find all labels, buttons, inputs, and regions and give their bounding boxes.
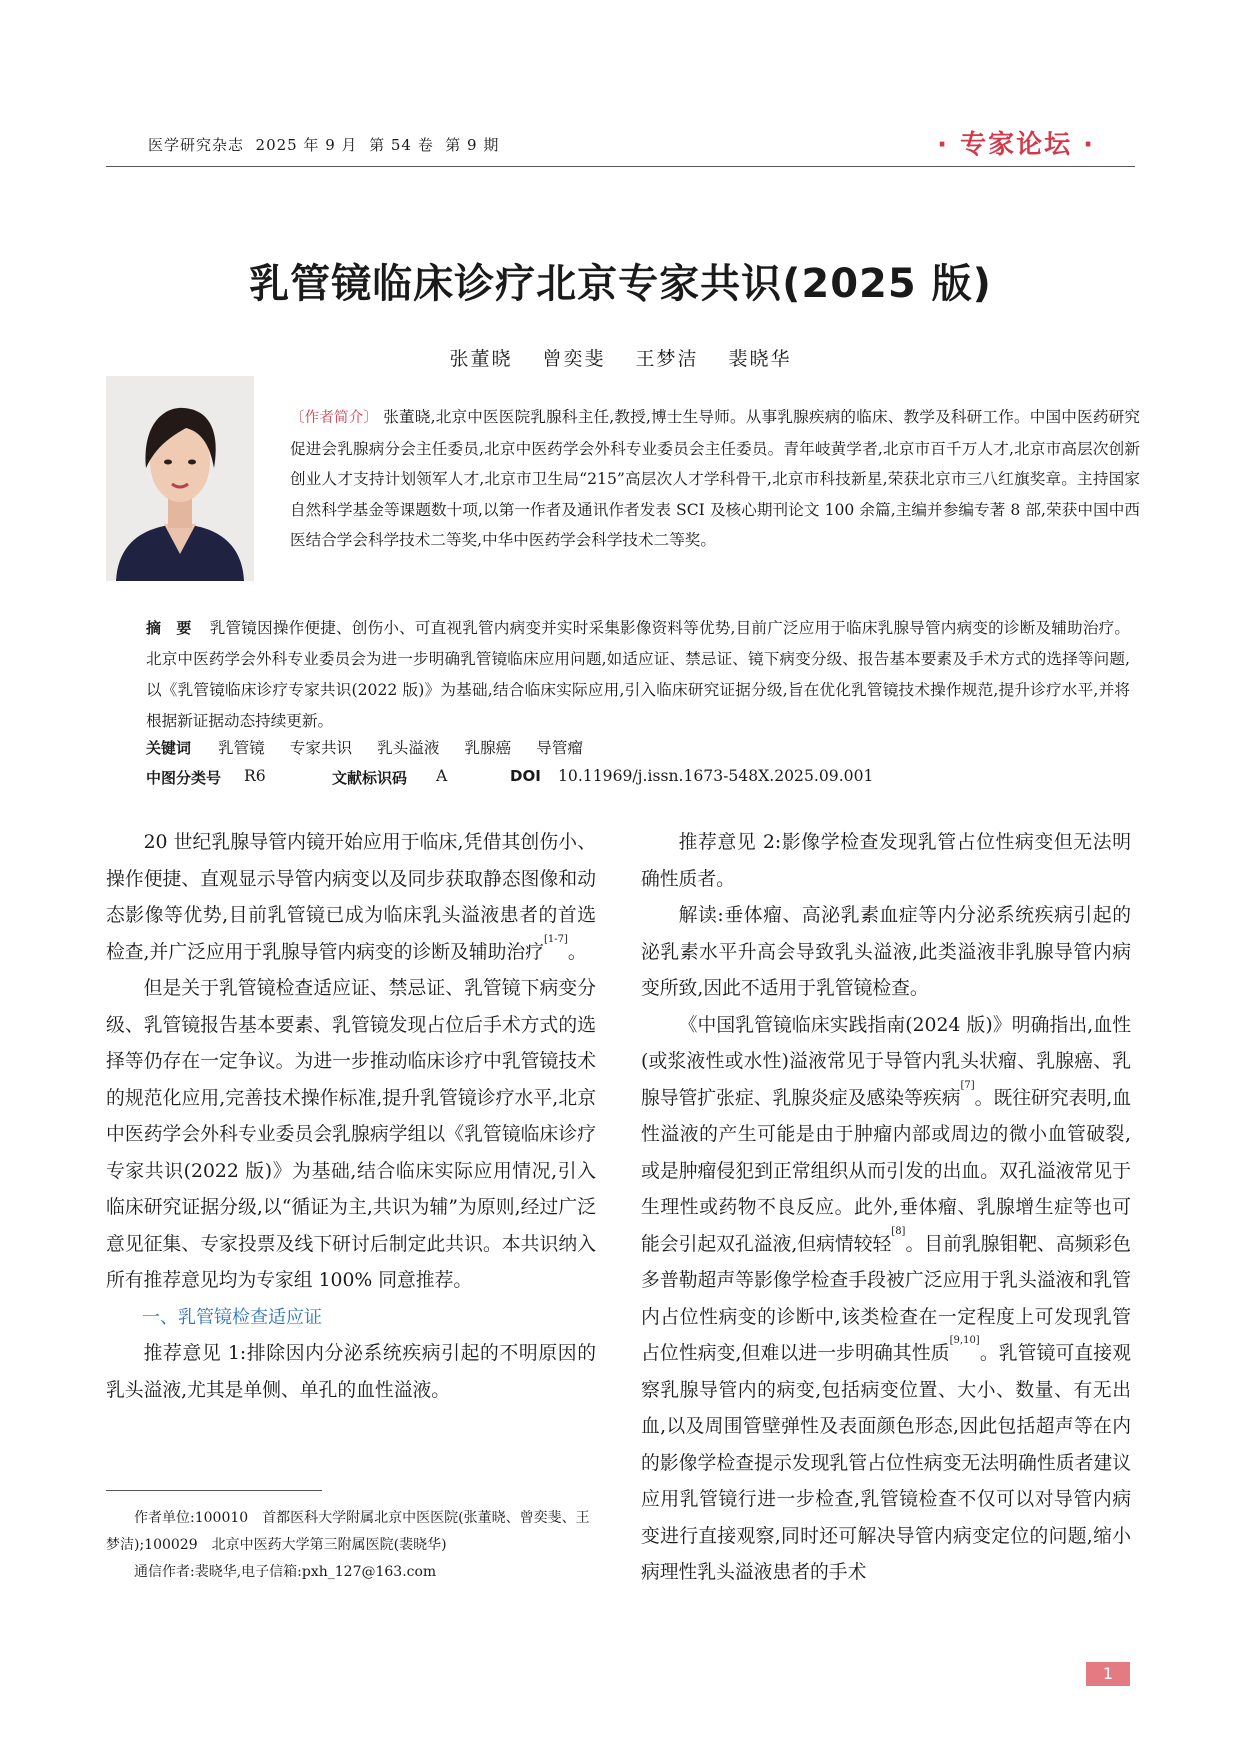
bio-label: 〔作者简介〕 (290, 410, 379, 426)
keywords-label: 关键词 (146, 739, 192, 757)
keyword-item: 专家共识 (289, 739, 353, 757)
header-rule (106, 166, 1135, 167)
paragraph: 《中国乳管镜临床实践指南(2024 版)》明确指出,血性(或浆液性或水性)溢液常见于导管内乳头状瘤、乳腺癌、乳腺导管扩张症、乳腺炎症及感染等疾病[7]。既往研究表明,血性溢液的产生可能是由于肿瘤内部或周边的微小血管破裂,或是肿瘤侵犯到正常组织从而引发的出血。双孔溢液常见于生理性或药物不良反应。此外,垂体瘤、乳腺增生症等也可能会引起双孔溢液,但病情较轻[8]。目前乳腺钼靶、高频彩色多普勒超声等影像学检查手段被广泛应用于乳头溢液和乳管内占位性病变的诊断中,该类检查在一定程度上可发现乳管占位性病变,但难以进一步明确其性质[9,10]。乳管镜可直接观察乳腺导管内的病变,包括病变位置、大小、数量、有无出血,以及周围管壁弹性及表面颜色形态,因此包括超声等在内的影像学检查提示发现乳管占位性病变无法明确性质者建议应用乳管镜行进一步检查,乳管镜检查不仅可以对导管内病变进行直接观察,同时还可解决导管内病变定位的问题,缩小病理性乳头溢液患者的手术 (641, 1014, 1131, 1583)
paragraph: 20 世纪乳腺导管内镜开始应用于临床,凭借其创伤小、操作便捷、直观显示导管内病变以及同步获取静态图像和动态影像等优势,目前乳管镜已成为临床乳头溢液患者的首选检查,并广泛应用于乳腺导管内病变的诊断及辅助治疗[1-7]。 (106, 832, 596, 963)
footnotes (106, 1505, 596, 1586)
citation: [8] (891, 1225, 906, 1237)
section-heading: 一、乳管镜检查适应证 (142, 1306, 322, 1328)
keyword-item: 乳管镜 (217, 739, 265, 757)
doi-label: DOI (510, 767, 541, 785)
keywords (146, 736, 603, 758)
article-title: 乳管镜临床诊疗北京专家共识(2025 版) (249, 261, 992, 307)
author-bio (290, 402, 1140, 556)
affiliation-note: 作者单位:100010 首都医科大学附属北京中医医院(张董晓、曾奕斐、王梦洁);100029 北京中医药大学第三附属医院(裴晓华) (106, 1510, 590, 1553)
paragraph: 但是关于乳管镜检查适应证、禁忌证、乳管镜下病变分级、乳管镜报告基本要素、乳管镜发现占位后手术方式的选择等仍存在一定争议。为进一步推动临床诊疗中乳管镜技术的规范化应用,完善技术操作标准,提升乳管镜诊疗水平,北京中医药学会外科专业委员会乳腺病学组以《乳管镜临床诊疗专家共识(2022 版)》为基础,结合临床实际应用情况,引入临床研究证据分级,以“循证为主,共识为辅”为原则,经过广泛意见征集、专家投票及线下研讨后制定此共识。本共识纳入所有推荐意见均为专家组 100% 同意推荐。 (106, 978, 596, 1291)
keyword-item: 导管瘤 (536, 739, 584, 757)
section-tag: · 专家论坛 · (937, 130, 1095, 160)
bio-text: 张董晓,北京中医医院乳腺科主任,教授,博士生导师。从事乳腺疾病的临床、教学及科研工作。中国中医药研究促进会乳腺病分会主任委员,北京中医药学会外科专业委员会主任委员。青年岐黄学者,北京市百千万人才,北京市高层次创新创业人才支持计划领军人才,北京市卫生局“215”高层次人才学科骨干,北京市科技新星,荣获北京市三八红旗奖章。主持国家自然科学基金等课题数十项,以第一作者及通讯作者发表 SCI 及核心期刊论文 100 余篇,主编并参编专著 8 部,荣获中国中西医结合学会科学技术二等奖,中华中医药学会科学技术二等奖。 (290, 408, 1140, 549)
author-list: 张董晓 曾奕斐 王梦洁 裴晓华 (449, 348, 792, 370)
citation: [7] (960, 1079, 975, 1091)
footnote-rule (106, 1490, 322, 1491)
doc-id-value: A (436, 767, 448, 785)
correspondence-note: 通信作者:裴晓华,电子信箱:pxh_127@163.com (134, 1564, 437, 1580)
body-left-column (106, 825, 596, 1409)
author-photo (106, 376, 254, 581)
abstract (146, 613, 1130, 737)
body-right-column (641, 825, 1131, 1592)
keyword-item: 乳腺癌 (464, 739, 512, 757)
abstract-text: 乳管镜因操作便捷、创伤小、可直视乳管内病变并实时采集影像资料等优势,目前广泛应用于临床乳腺导管内病变的诊断及辅助治疗。北京中医药学会外科专业委员会为进一步明确乳管镜临床应用问题,如适应证、禁忌证、镜下病变分级、报告基本要素及手术方式的选择等问题,以《乳管镜临床诊疗专家共识(2022 版)》为基础,结合临床实际应用,引入临床研究证据分级,旨在优化乳管镜技术操作规范,提升诊疗水平,并将根据新证据动态持续更新。 (146, 619, 1131, 730)
interpretation: 解读:垂体瘤、高泌乳素血症等内分泌系统疾病引起的泌乳素水平升高会导致乳头溢液,此类溢液非乳腺导管内病变所致,因此不适用于乳管镜检查。 (641, 905, 1131, 999)
author-portrait-icon (106, 376, 254, 581)
recommendation: 推荐意见 1:排除因内分泌系统疾病引起的不明原因的乳头溢液,尤其是单侧、单孔的血性溢液。 (106, 1343, 596, 1401)
clc-label: 中图分类号 (146, 769, 222, 787)
citation: [9,10] (949, 1335, 980, 1346)
doi-value: 10.11969/j.issn.1673-548X.2025.09.001 (558, 767, 874, 785)
recommendation: 推荐意见 2:影像学检查发现乳管占位性病变但无法明确性质者。 (641, 832, 1131, 890)
doc-id-label: 文献标识码 (332, 769, 408, 787)
citation: [1-7] (543, 933, 568, 945)
abstract-label: 摘 要 (146, 619, 192, 637)
running-head: 医学研究杂志 2025 年 9 月 第 54 卷 第 9 期 (148, 136, 500, 154)
page-number: 1 (1086, 1662, 1130, 1686)
keyword-item: 乳头溢液 (377, 739, 440, 757)
clc-value: R6 (244, 767, 266, 785)
